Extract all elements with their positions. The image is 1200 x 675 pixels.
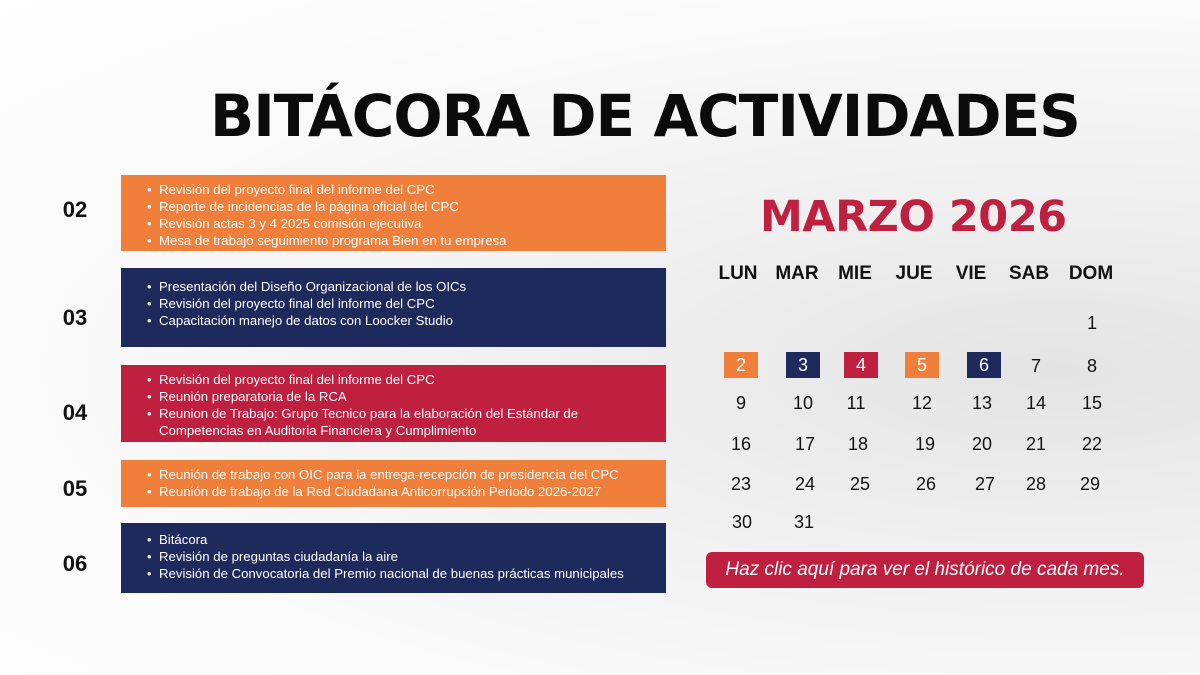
activity-box-03 bbox=[121, 268, 666, 347]
calendar-day-highlighted: 3 bbox=[786, 352, 820, 378]
calendar-day: 30 bbox=[731, 512, 753, 532]
activity-item: • Revisión actas 3 y 4 2025 comisión ejecutiva bbox=[147, 215, 654, 232]
calendar-day: 11 bbox=[846, 393, 866, 413]
calendar-day: 14 bbox=[1025, 393, 1047, 413]
activity-box-05 bbox=[121, 460, 666, 507]
calendar-day: 25 bbox=[849, 474, 871, 494]
activity-item: • Revisión de Convocatoria del Premio nacional de buenas prácticas municipales bbox=[147, 565, 654, 582]
activity-box-06 bbox=[121, 523, 666, 593]
calendar-day: 10 bbox=[792, 393, 814, 413]
activity-item: • Reporte de incidencias de la página oficial del CPC bbox=[147, 198, 654, 215]
calendar-day: 9 bbox=[735, 393, 746, 413]
activity-item: • Capacitación manejo de datos con Loocker Studio bbox=[147, 312, 654, 329]
calendar-day: 23 bbox=[730, 474, 752, 494]
calendar-day-highlighted: 6 bbox=[967, 352, 1001, 378]
activity-item: • Bitácora bbox=[147, 531, 654, 548]
activity-item: • Revisión de preguntas ciudadanía la aire bbox=[147, 548, 654, 565]
calendar-day: 31 bbox=[793, 512, 815, 532]
calendar-day: 7 bbox=[1030, 356, 1041, 376]
calendar-day: 21 bbox=[1025, 434, 1047, 454]
weekday-label: DOM bbox=[1068, 263, 1114, 284]
calendar-day: 1 bbox=[1086, 313, 1097, 333]
calendar-day: 29 bbox=[1079, 474, 1101, 494]
calendar-day: 12 bbox=[911, 393, 933, 413]
weekday-label: MAR bbox=[775, 263, 819, 284]
calendar-day: 8 bbox=[1086, 356, 1097, 376]
activity-box-04 bbox=[121, 365, 666, 442]
activity-item: • Revisión del proyecto final del informe del CPC bbox=[147, 295, 654, 312]
calendar-day: 24 bbox=[794, 474, 816, 494]
weekday-label: MIE bbox=[838, 263, 872, 284]
activity-item: • Revisión del proyecto final del informe del CPC bbox=[147, 371, 654, 388]
calendar-day: 18 bbox=[847, 434, 869, 454]
calendar-day-highlighted: 2 bbox=[724, 352, 758, 378]
history-link-button[interactable]: Haz clic aquí para ver el histórico de cada mes. bbox=[706, 552, 1144, 588]
activity-item: • Reunión de trabajo de la Red Ciudadana Anticorrupción Periodo 2026-2027 bbox=[147, 483, 654, 500]
activity-box-02 bbox=[121, 175, 666, 251]
activity-item: • Reunión de trabajo con OIC para la entrega-recepción de presidencia del CPC bbox=[147, 466, 654, 483]
activity-item: • Reunion de Trabajo: Grupo Tecnico para la elaboración del Estándar de Competencias en Auditoria Financiera y Cumplimiento bbox=[147, 405, 654, 439]
activity-item: • Revisión del proyecto final del informe del CPC bbox=[147, 181, 654, 198]
calendar-day: 19 bbox=[914, 434, 936, 454]
day-label-03: 03 bbox=[62, 305, 88, 330]
day-label-04: 04 bbox=[62, 400, 88, 425]
weekday-label: JUE bbox=[895, 263, 933, 284]
weekday-label: VIE bbox=[955, 263, 987, 284]
calendar-month-title: MARZO 2026 bbox=[760, 192, 1067, 242]
calendar-day: 16 bbox=[730, 434, 752, 454]
calendar-day: 22 bbox=[1081, 434, 1103, 454]
calendar-day-highlighted: 5 bbox=[905, 352, 939, 378]
calendar-day: 26 bbox=[915, 474, 937, 494]
calendar-day: 17 bbox=[794, 434, 816, 454]
calendar-day: 15 bbox=[1081, 393, 1103, 413]
activity-item: • Mesa de trabajo seguimiento programa Bien en tu empresa bbox=[147, 232, 654, 249]
activity-item: • Reunión preparatoria de la RCA bbox=[147, 388, 654, 405]
calendar-day: 13 bbox=[971, 393, 993, 413]
weekday-label: SAB bbox=[1008, 263, 1050, 284]
calendar-day: 28 bbox=[1025, 474, 1047, 494]
weekday-label: LUN bbox=[718, 263, 758, 284]
activity-item: • Presentación del Diseño Organizacional de los OICs bbox=[147, 278, 654, 295]
day-label-05: 05 bbox=[62, 476, 88, 501]
day-label-02: 02 bbox=[62, 197, 88, 222]
calendar-day: 27 bbox=[974, 474, 996, 494]
calendar-day-highlighted: 4 bbox=[844, 352, 878, 378]
day-label-06: 06 bbox=[62, 551, 88, 576]
calendar-day: 20 bbox=[971, 434, 993, 454]
page-title: BITÁCORA DE ACTIVIDADES bbox=[210, 82, 1080, 150]
